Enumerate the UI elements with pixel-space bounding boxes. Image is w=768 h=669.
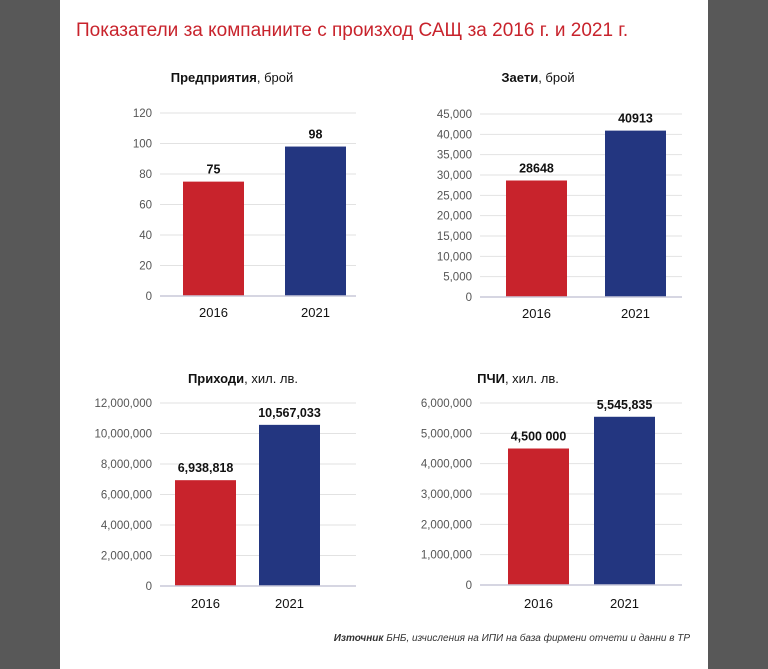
chart-2-y-tick-label: 15,000 [436, 231, 472, 243]
chart-2-y-tick-label: 40,000 [436, 129, 472, 142]
chart-4-y-tick-label: 6,000,000 [420, 398, 472, 410]
chart-3-value-label-2021: 10,567,033 [258, 405, 321, 420]
chart-1-title-unit: , брой [256, 70, 294, 85]
chart-1-bar-2021 [285, 147, 346, 296]
chart-1-bar-2016 [183, 182, 244, 296]
charts-canvas [60, 0, 708, 669]
chart-2-y-tick-label: 25,000 [436, 190, 472, 203]
chart-2-y-tick-label: 30,000 [436, 170, 472, 182]
source-label: Източник [333, 633, 384, 644]
chart-2-y-tick-label: 10,000 [436, 251, 472, 264]
chart-1-y-tick-label: 100 [132, 138, 152, 151]
chart-3-y-tick-label: 4,000,000 [100, 520, 152, 532]
chart-3-value-label-2016: 6,938,818 [177, 461, 234, 476]
chart-1-category-label-2021: 2021 [301, 305, 330, 320]
chart-3-bar-2016 [175, 480, 236, 586]
chart-2-y-tick-label: 45,000 [436, 109, 472, 121]
chart-4-bar-2016 [508, 449, 569, 586]
chart-3-y-tick-label: 8,000,000 [100, 459, 152, 471]
chart-4-bar-2021 [594, 417, 655, 585]
chart-4-y-tick-label: 5,000,000 [420, 428, 472, 441]
chart-4-category-label-2021: 2021 [610, 596, 639, 611]
chart-4-title [477, 371, 559, 386]
chart-3-title [188, 371, 298, 386]
chart-3-y-tick-label: 10,000,000 [94, 428, 152, 441]
chart-4-title-bold: ПЧИ [477, 371, 505, 386]
chart-1-y-tick-label: 20 [139, 260, 152, 273]
chart-2-title [501, 70, 574, 85]
chart-4-title-unit: , хил. лв. [504, 371, 559, 386]
chart-3-y-tick-label: 12,000,000 [94, 398, 152, 410]
chart-1-y-tick-label: 120 [132, 108, 152, 120]
page-title: Показатели за компаниите с произход САЩ за 2016 г. и 2021 г. [76, 20, 629, 41]
chart-2-title-bold: Заети [501, 70, 539, 85]
chart-1-value-label-2016: 75 [206, 162, 221, 177]
chart-1-y-tick-label: 60 [139, 199, 152, 212]
chart-3-y-tick-label: 2,000,000 [100, 550, 152, 563]
chart-4-y-tick-label: 1,000,000 [420, 549, 472, 562]
chart-4-y-tick-label: 3,000,000 [420, 489, 472, 501]
chart-3-title-bold: Приходи [187, 371, 245, 386]
chart-4-y-tick-label: 4,000,000 [420, 458, 472, 471]
chart-2-y-tick-label: 0 [465, 292, 472, 304]
chart-3-bar-2021 [259, 425, 320, 586]
chart-2-value-label-2016: 28648 [519, 161, 554, 176]
report-card [60, 0, 708, 669]
chart-2-title-unit: , брой [538, 70, 575, 85]
chart-1-y-tick-label: 40 [139, 230, 152, 242]
chart-3-category-label-2021: 2021 [275, 596, 304, 611]
source-text: БНБ, изчисления на ИПИ на база фирмени отчети и данни в ТР [383, 633, 690, 644]
chart-2-bar-2021 [605, 131, 666, 297]
chart-4-value-label-2021: 5,545,835 [596, 397, 653, 412]
source-note [334, 633, 690, 644]
chart-1-category-label-2016: 2016 [199, 305, 228, 320]
chart-1-title-bold: Предприятия [170, 70, 257, 85]
chart-4-y-tick-label: 2,000,000 [420, 519, 472, 532]
chart-4-category-label-2016: 2016 [524, 596, 553, 611]
chart-2-category-label-2021: 2021 [621, 306, 650, 321]
chart-3-y-tick-label: 6,000,000 [100, 489, 152, 502]
chart-1-title [171, 70, 294, 85]
chart-2-y-tick-label: 5,000 [443, 271, 472, 284]
chart-1-y-tick-label: 0 [145, 291, 152, 303]
chart-1-y-tick-label: 80 [139, 169, 152, 181]
chart-3-y-tick-label: 0 [145, 581, 152, 593]
chart-4-value-label-2016: 4,500 000 [510, 429, 567, 444]
chart-2-y-tick-label: 20,000 [436, 210, 472, 223]
chart-3-category-label-2016: 2016 [191, 596, 220, 611]
chart-4-y-tick-label: 0 [465, 580, 472, 592]
chart-3-title-unit: , хил. лв. [244, 371, 299, 386]
chart-2-y-tick-label: 35,000 [436, 149, 472, 162]
chart-2-value-label-2021: 40913 [618, 111, 653, 126]
chart-1-value-label-2021: 98 [308, 127, 323, 142]
chart-2-bar-2016 [506, 180, 567, 297]
chart-2-category-label-2016: 2016 [522, 306, 551, 321]
